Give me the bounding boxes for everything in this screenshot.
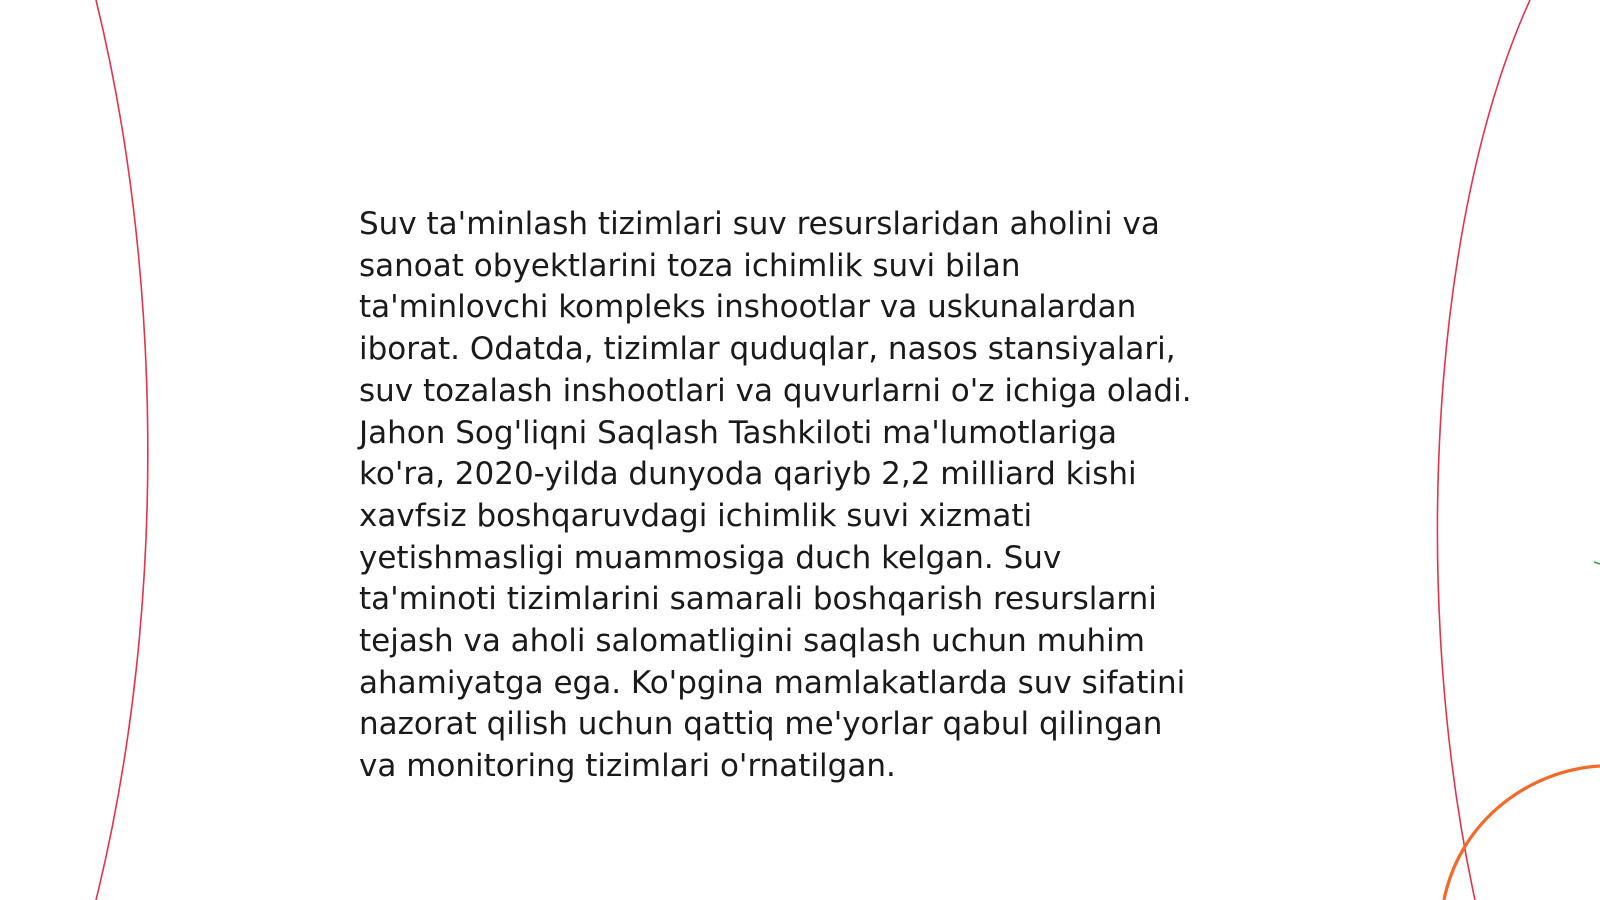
body-paragraph: Suv ta'minlash tizimlari suv resurslaridan aholini va sanoat obyektlarini toza ichimlik suvi bilan ta'minlovchi kompleks inshootlar va uskunalardan iborat. Odatda, tizimlar quduqlar, nasos stansiyalari, suv tozalash inshootlari va quvurlarni o'z ichiga oladi. Jahon Sog'liqni Saqlash Tashkiloti ma'lumotlariga ko'ra, 2020-yilda dunyoda qariyb 2,2 milliard kishi xavfsiz boshqaruvdagi ichimlik suvi xizmati yetishmasligi muammosiga duch kelgan. Suv ta'minoti tizimlarini samarali boshqarish resurslarni tejash va aholi salomatligini saqlash uchun muhim ahamiyatga ega. Ko'pgina mamlakatlarda suv sifatini nazorat qilish uchun qattiq me'yorlar qabul qilingan va monitoring tizimlari o'rnatilgan. [359,206,1192,785]
green-tick-mark [1594,562,1600,564]
orange-arc [1444,766,1600,900]
left-curve-line [96,0,148,900]
right-curve-line [1437,0,1530,900]
